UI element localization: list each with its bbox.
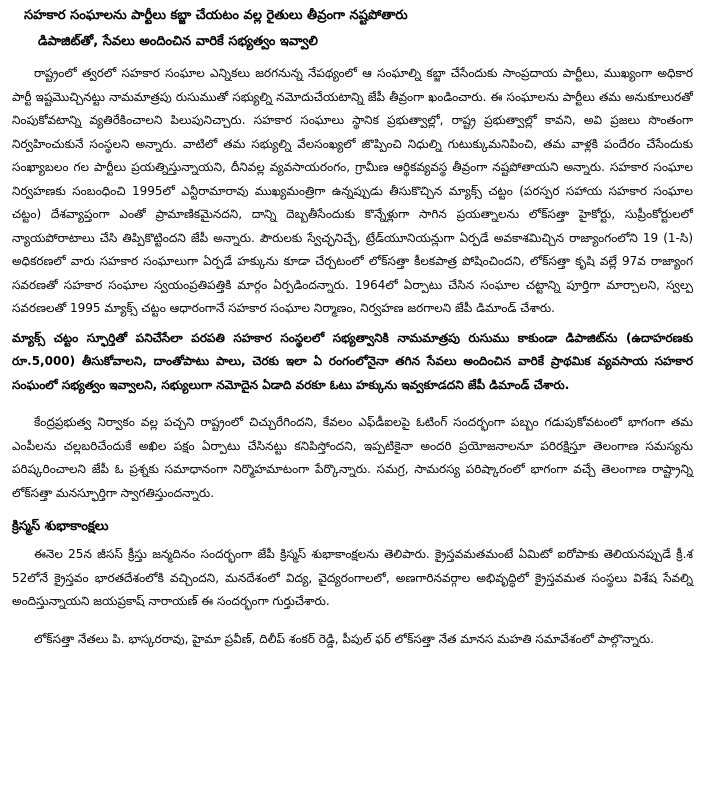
paragraph-attendees: లోక్‌సత్తా నేతలు పి. భాస్కరరావు, హైమా ప్రవీణ్, దిలీప్ శంకర్ రెడ్డి, పీపుల్ ఫర్ లోక్‌సత్తా నేత మానస మహతి సమావేశంలో పాల్గొన్నారు. <box>34 631 654 646</box>
document-subtitle: డిపాజిట్‌తో, సేవలు అందించిన వారికే సభ్యత్వం ఇవ్వాలి <box>38 34 318 49</box>
paragraph-membership-demand: మ్యాక్స్ చట్టం స్ఫూర్తితో పనిచేసేలా పరపతి సహకార సంస్థలలో సభ్యత్వానికి నామమాత్రపు రుసుము కాకుండా డిపాజిట్‌ను (ఉదాహరణకు రూ.5,000) తీసుకోవాలని, దాంతోపాటు పాలు, చెరకు ఇలా ఏ రంగంలోనైనా తగిన సేవలు అందించిన వారికే ప్రాథమిక వ్యవసాయ సహకార సంఘంలో సభ్యత్వం ఇవ్వాలని, సభ్యులుగా నమోదైన ఏడాది వరకూ ఓటు హక్కును ఇవ్వకూడదని జేపీ డిమాండ్ చేశారు. <box>12 330 693 392</box>
paragraph-telangana: కేంద్రప్రభుత్వ నిర్వాకం వల్ల పచ్చని రాష్ట్రంలో చిచ్చురేగిందని, కేవలం ఎఫ్‌డీఐలపై ఓటింగ్ సందర్భంగా పబ్బం గడుపుకోవటంలో భాగంగా తమ ఎంపీలను చల్లబరిచేందుకే అఖిల పక్షం ఏర్పాటు చేసినట్టు కనిపిస్తోందని, ఇప్పటికైనా అందరి ప్రయోజనాలనూ పరిరక్షిస్తూ తెలంగాణ సమస్యను పరిష్కరించాలని జేపీ ఓ ప్రశ్నకు సమాధానంగా నిర్మొహమాటంగా పేర్కొన్నారు. సమగ్ర, సామరస్య పరిష్కారంలో భాగంగా వచ్చే తెలంగాణ రాష్ట్రాన్ని లోక్‌సత్తా మనస్ఫూర్తిగా స్వాగతిస్తుందన్నారు. <box>12 415 693 500</box>
section-heading-christmas: క్రిస్మస్ శుభాకాంక్షలు <box>12 519 109 534</box>
paragraph-christmas-greetings: ఈనెల 25న జీసస్ క్రీస్తు జన్మదినం సందర్భంగా జేపీ క్రిస్మస్ శుభాకాంక్షలను తెలిపారు. క్రైస్తవమతమంటే ఏమిటో ఐరోపాకు తెలియనప్పుడే క్రీ.శ 52లోనే క్రైస్తవం భారతదేశంలోకి వచ్చిందని, మనదేశంలో విద్య, వైద్యరంగాలలో, అణగారినవర్గాల అభివృద్ధిలో క్రైస్తవమత సంస్థలు విశేష సేవల్ని అందిస్తున్నాయని జయప్రకాష్ నారాయణ్ ఈ సందర్భంగా గుర్తుచేశారు. <box>12 547 693 608</box>
document-title: సహకార సంఘాలను పార్టీలు కబ్జా చేయటం వల్ల రైతులు తీవ్రంగా నష్టపోతారు <box>24 8 408 23</box>
paragraph-cooperative-elections: రాష్ట్రంలో త్వరలో సహకార సంఘాల ఎన్నికలు జరగనున్న నేపథ్యంలో ఆ సంఘాల్ని కబ్జా చేసేందుకు సాంప్రదాయ పార్టీలు, ముఖ్యంగా అధికార పార్టీ ఇష్టమొచ్చినట్టు నామమాత్రపు రుసుముతో సభ్యుల్ని నమోదుచేయటాన్ని జేపీ తీవ్రంగా ఖండించారు. ఈ సంఘాలను పార్టీలు తమ అనుకూలురతో నింపుకోవటాన్ని వ్యతిరేకించాలని పిలుపునిచ్చారు. సహకార సంఘాలు స్థానిక ప్రభుత్వాల్లో, రాష్ట్ర ప్రభుత్వాల్లో కావని, అవి ప్రజలు సొంతంగా నిర్వహించుకునే సంస్థలని అన్నారు. వాటిలో తమ సభ్యుల్ని వేలసంఖ్యలో జొప్పించి నిధుల్ని గుటుక్కుమనిపించి, తమ వాళ్లకి పందేరం చేసేందుకు సంఖ్యాబలం గల పార్టీలు ప్రయత్నిస్తున్నాయని, దీనివల్ల వ్యవసాయరంగం, గ్రామీణ ఆర్థికవ్యవస్థ తీవ్రంగా నష్టపోతాయని అన్నారు. సహకార సంఘాల నిర్వహణకు సంబంధించి 1995లో ఎన్టీరామారావు ముఖ్యమంత్రిగా ఉన్నప్పుడు తీసుకొచ్చిన మ్యాక్స్ చట్టం (పరస్పర సహాయ సహకార సంఘాల చట్టం) దేశవ్యాప్తంగా ఎంతో ప్రామాణికమైనదని, దాన్ని దెబ్బతీసేందుకు కొన్నేళ్లుగా సాగిన ప్రయత్నాలను లోక్‌సత్తా హైకోర్టు, సుప్రీంకోర్టులలో న్యాయపోరాటాలు చేసి తిప్పికొట్టిందని జేపీ అన్నారు. పౌరులకు స్వేచ్ఛనిచ్చే, ట్రేడ్‌యూనియన్లుగా ఏర్పడే అవకాశమిచ్చిన రాజ్యాంగంలోని 19 (1-సి) అధికరణలో వారు సహకార సంఘాలుగా ఏర్పడే హక్కును కూడా చేర్చటంలో లోక్‌సత్తా కీలకపాత్ర పోషించిందని, లోక్‌సత్తా కృషి వల్లే 97వ రాజ్యాంగ సవరణతో సహకార సంఘాల స్వయంప్రతిపత్తికి మార్గం ఏర్పడిందన్నారు. 1964లో ఏర్పాటు చేసిన సంఘాల చట్టాన్ని పూర్తిగా మార్చాలని, స్వల్ప సవరణలతో 1995 మ్యాక్స్ చట్టం ఆధారంగానే సహకార సంఘాల నిర్మాణం, నిర్వహణ జరగాలని జేపీ డిమాండ్ చేశారు. <box>12 66 693 315</box>
